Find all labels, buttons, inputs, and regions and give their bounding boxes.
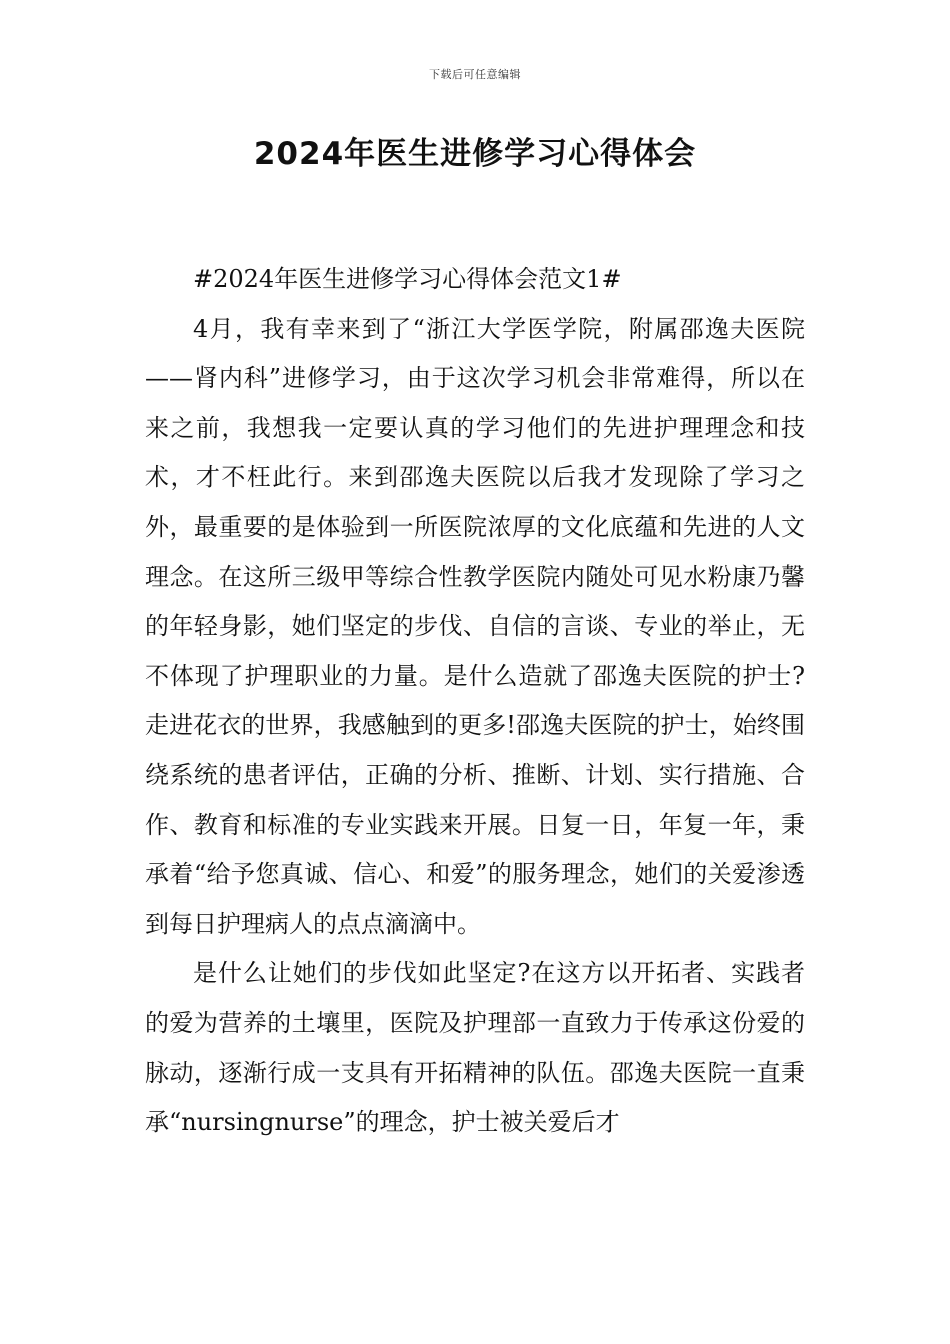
- body-paragraph-2: 是什么让她们的步伐如此坚定?在这方以开拓者、实践者的爱为营养的土壤里，医院及护理部一直致力于传承这份爱的脉动，逐渐行成一支具有开拓精神的队伍。邵逸夫医院一直秉承“nursingnurse”的理念，护士被关爱后才: [145, 959, 805, 1137]
- header-note: 下载后可任意编辑: [429, 68, 521, 81]
- document-body: [145, 255, 805, 1148]
- document-title: 2024年医生进修学习心得体会: [253, 136, 697, 172]
- body-paragraph-1: 4月，我有幸来到了“浙江大学医学院，附属邵逸夫医院——肾内科”进修学习，由于这次学习机会非常难得，所以在来之前，我想我一定要认真的学习他们的先进护理理念和技术，才不枉此行。来到邵逸夫医院以后我才发现除了学习之外，最重要的是体验到一所医院浓厚的文化底蕴和先进的人文理念。在这所三级甲等综合性教学医院内随处可见水粉康乃馨的年轻身影，她们坚定的步伐、自信的言谈、专业的举止，无不体现了护理职业的力量。是什么造就了邵逸夫医院的护士?走进花衣的世界，我感触到的更多!邵逸夫医院的护士，始终围绕系统的患者评估，正确的分析、推断、计划、实行措施、合作、教育和标准的专业实践来开展。日复一日，年复一年，秉承着“给予您真诚、信心、和爱”的服务理念，她们的关爱渗透到每日护理病人的点点滴滴中。: [145, 314, 805, 938]
- section-heading: #2024年医生进修学习心得体会范文1#: [193, 265, 622, 293]
